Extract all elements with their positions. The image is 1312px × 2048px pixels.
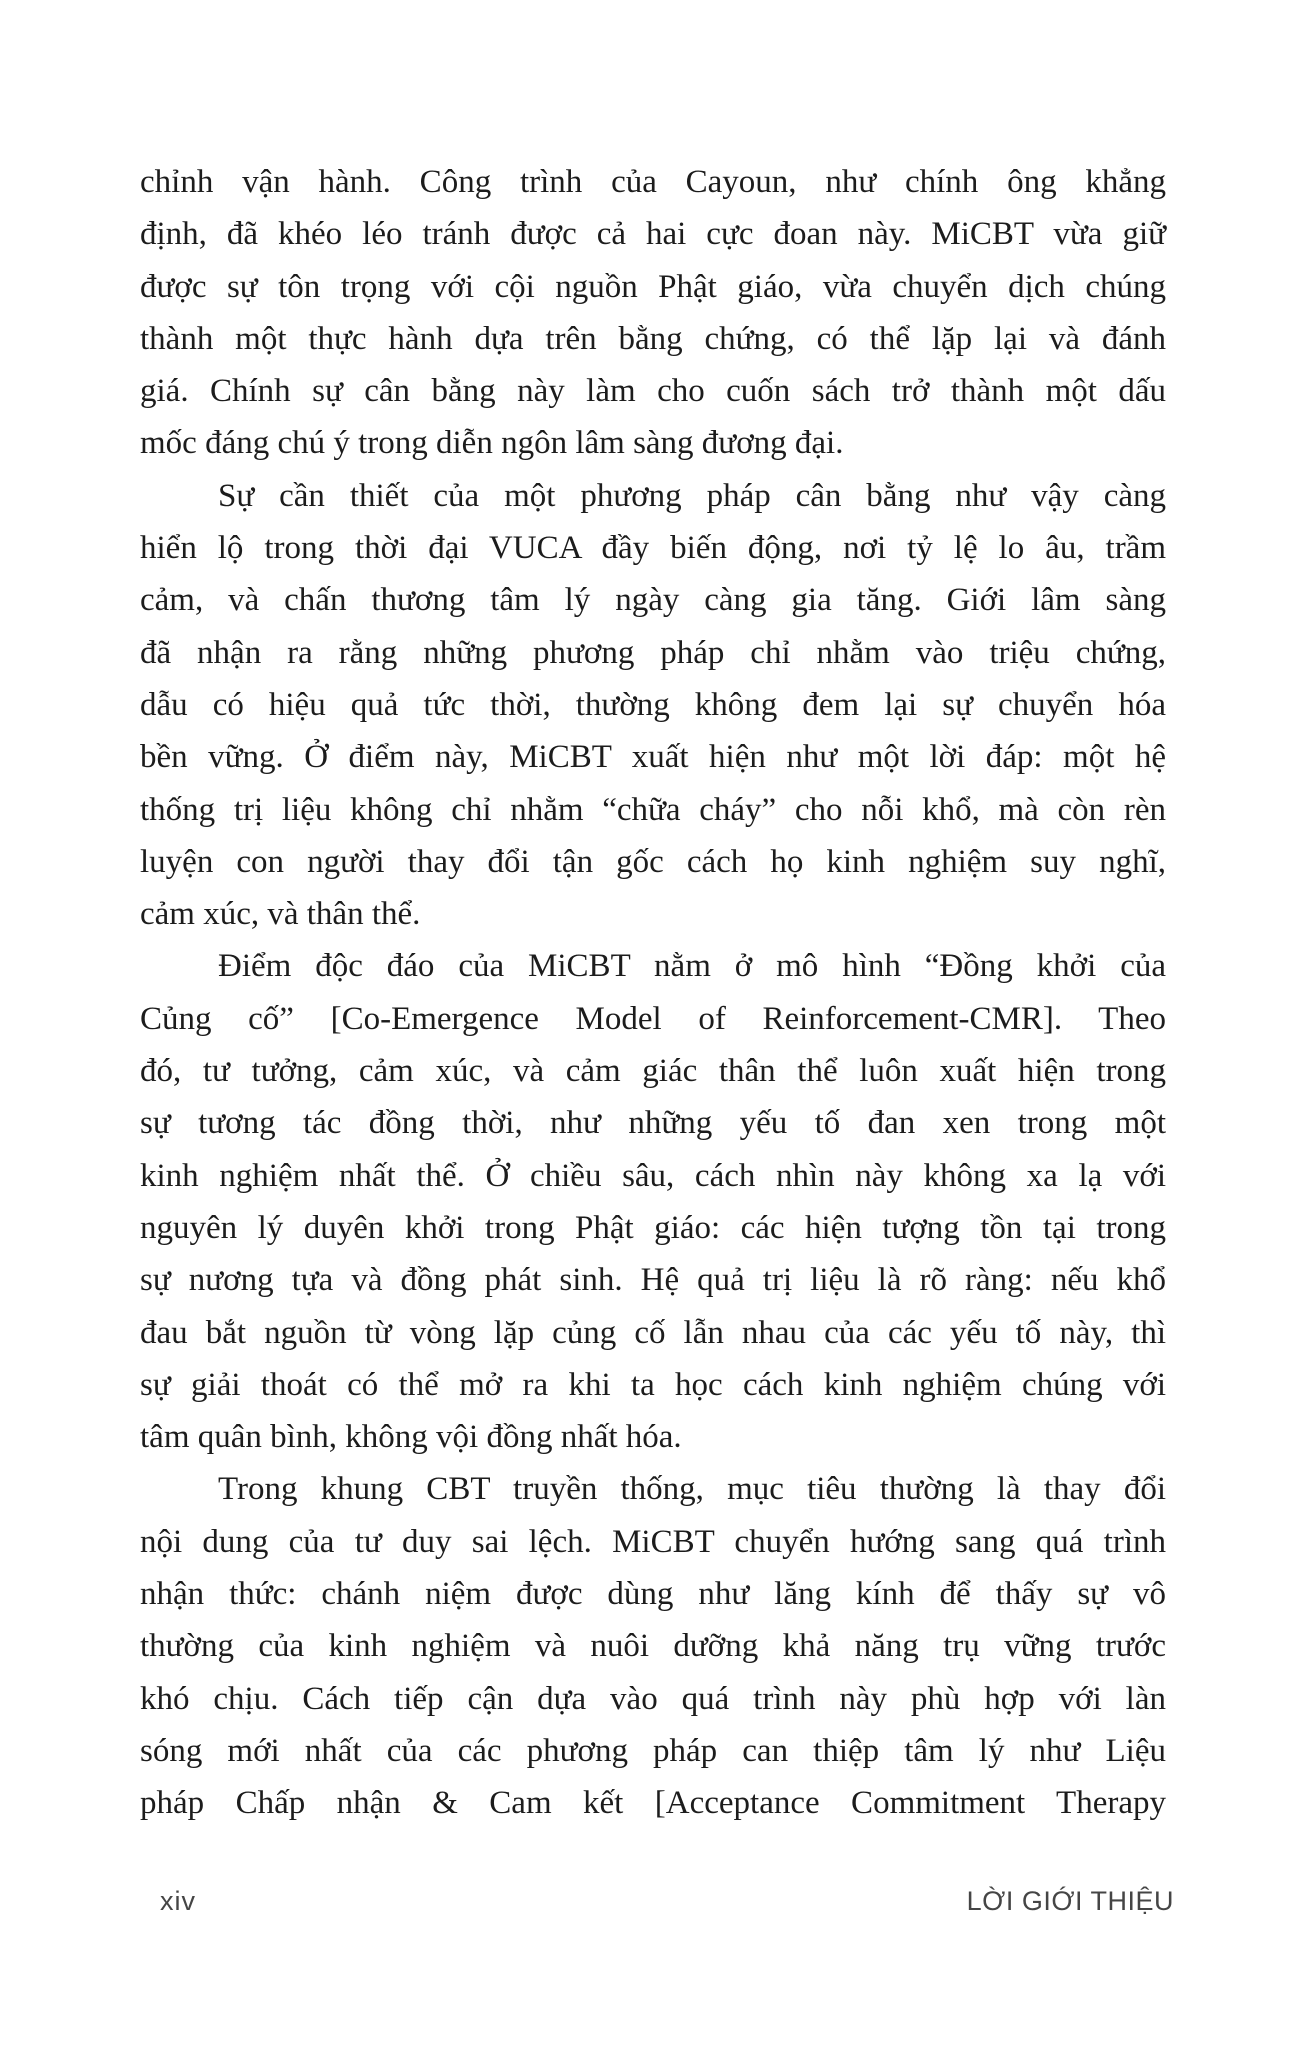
text-line: đã nhận ra rằng những phương pháp chỉ nhằm vào triệu chứng, (140, 634, 1166, 671)
text-line: kinh nghiệm nhất thể. Ở chiều sâu, cách nhìn này không xa lạ với (140, 1157, 1166, 1194)
text-line: đau bắt nguồn từ vòng lặp củng cố lẫn nhau của các yếu tố này, thì (140, 1314, 1166, 1351)
page-number: xiv (160, 1886, 196, 1916)
text-line: bền vững. Ở điểm này, MiCBT xuất hiện như một lời đáp: một hệ (140, 739, 1166, 776)
text-line: nhận thức: chánh niệm được dùng như lăng kính để thấy sự vô (140, 1576, 1166, 1613)
paragraph (140, 940, 1166, 1463)
paragraph (140, 470, 1166, 941)
running-title: LỜI GIỚI THIỆU (966, 1886, 1174, 1916)
text-line: thành một thực hành dựa trên bằng chứng, có thể lặp lại và đánh (140, 320, 1166, 357)
text-line: Củng cố” [Co-Emergence Model of Reinforcement-CMR]. Theo (140, 1000, 1166, 1037)
text-line: Điểm độc đáo của MiCBT nằm ở mô hình “Đồng khởi của (218, 948, 1166, 985)
text-line: Sự cần thiết của một phương pháp cân bằng như vậy càng (218, 477, 1166, 514)
page-footer (160, 1886, 1174, 1917)
text-line: sự giải thoát có thể mở ra khi ta học cách kinh nghiệm chúng với (140, 1366, 1166, 1403)
text-line: giá. Chính sự cân bằng này làm cho cuốn sách trở thành một dấu (140, 373, 1166, 410)
text-line: luyện con người thay đổi tận gốc cách họ kinh nghiệm suy nghĩ, (140, 843, 1166, 880)
text-line: đó, tư tưởng, cảm xúc, và cảm giác thân thể luôn xuất hiện trong (140, 1053, 1166, 1090)
text-line: định, đã khéo léo tránh được cả hai cực đoan này. MiCBT vừa giữ (140, 216, 1166, 253)
text-line: được sự tôn trọng với cội nguồn Phật giáo, vừa chuyển dịch chúng (140, 268, 1166, 305)
text-line: cảm, và chấn thương tâm lý ngày càng gia tăng. Giới lâm sàng (140, 582, 1166, 619)
text-line: sự tương tác đồng thời, như những yếu tố đan xen trong một (140, 1105, 1166, 1142)
text-line: thống trị liệu không chỉ nhằm “chữa cháy” cho nỗi khổ, mà còn rèn (140, 791, 1166, 828)
text-line: hiển lộ trong thời đại VUCA đầy biến động, nơi tỷ lệ lo âu, trầm (140, 530, 1166, 567)
text-line: sự nương tựa và đồng phát sinh. Hệ quả trị liệu là rõ ràng: nếu khổ (140, 1262, 1166, 1299)
text-line: chỉnh vận hành. Công trình của Cayoun, như chính ông khẳng (140, 164, 1166, 200)
text-line: dẫu có hiệu quả tức thời, thường không đem lại sự chuyển hóa (140, 686, 1166, 723)
text-line: thường của kinh nghiệm và nuôi dưỡng khả năng trụ vững trước (140, 1628, 1166, 1665)
text-line: nội dung của tư duy sai lệch. MiCBT chuyển hướng sang quá trình (140, 1523, 1166, 1560)
text-line: nguyên lý duyên khởi trong Phật giáo: các hiện tượng tồn tại trong (140, 1209, 1166, 1246)
text-line: Trong khung CBT truyền thống, mục tiêu thường là thay đổi (218, 1471, 1166, 1508)
text-line: cảm xúc, và thân thể. (140, 896, 421, 933)
body-text (140, 156, 1166, 1830)
paragraph (140, 156, 1166, 470)
text-line: khó chịu. Cách tiếp cận dựa vào quá trình này phù hợp với làn (140, 1680, 1166, 1717)
text-line: sóng mới nhất của các phương pháp can thiệp tâm lý như Liệu (140, 1732, 1166, 1769)
paragraph (140, 1463, 1166, 1829)
text-line: pháp Chấp nhận & Cam kết [Acceptance Commitment Therapy (140, 1785, 1166, 1822)
text-line: mốc đáng chú ý trong diễn ngôn lâm sàng đương đại. (140, 425, 844, 462)
text-line: tâm quân bình, không vội đồng nhất hóa. (140, 1419, 682, 1456)
